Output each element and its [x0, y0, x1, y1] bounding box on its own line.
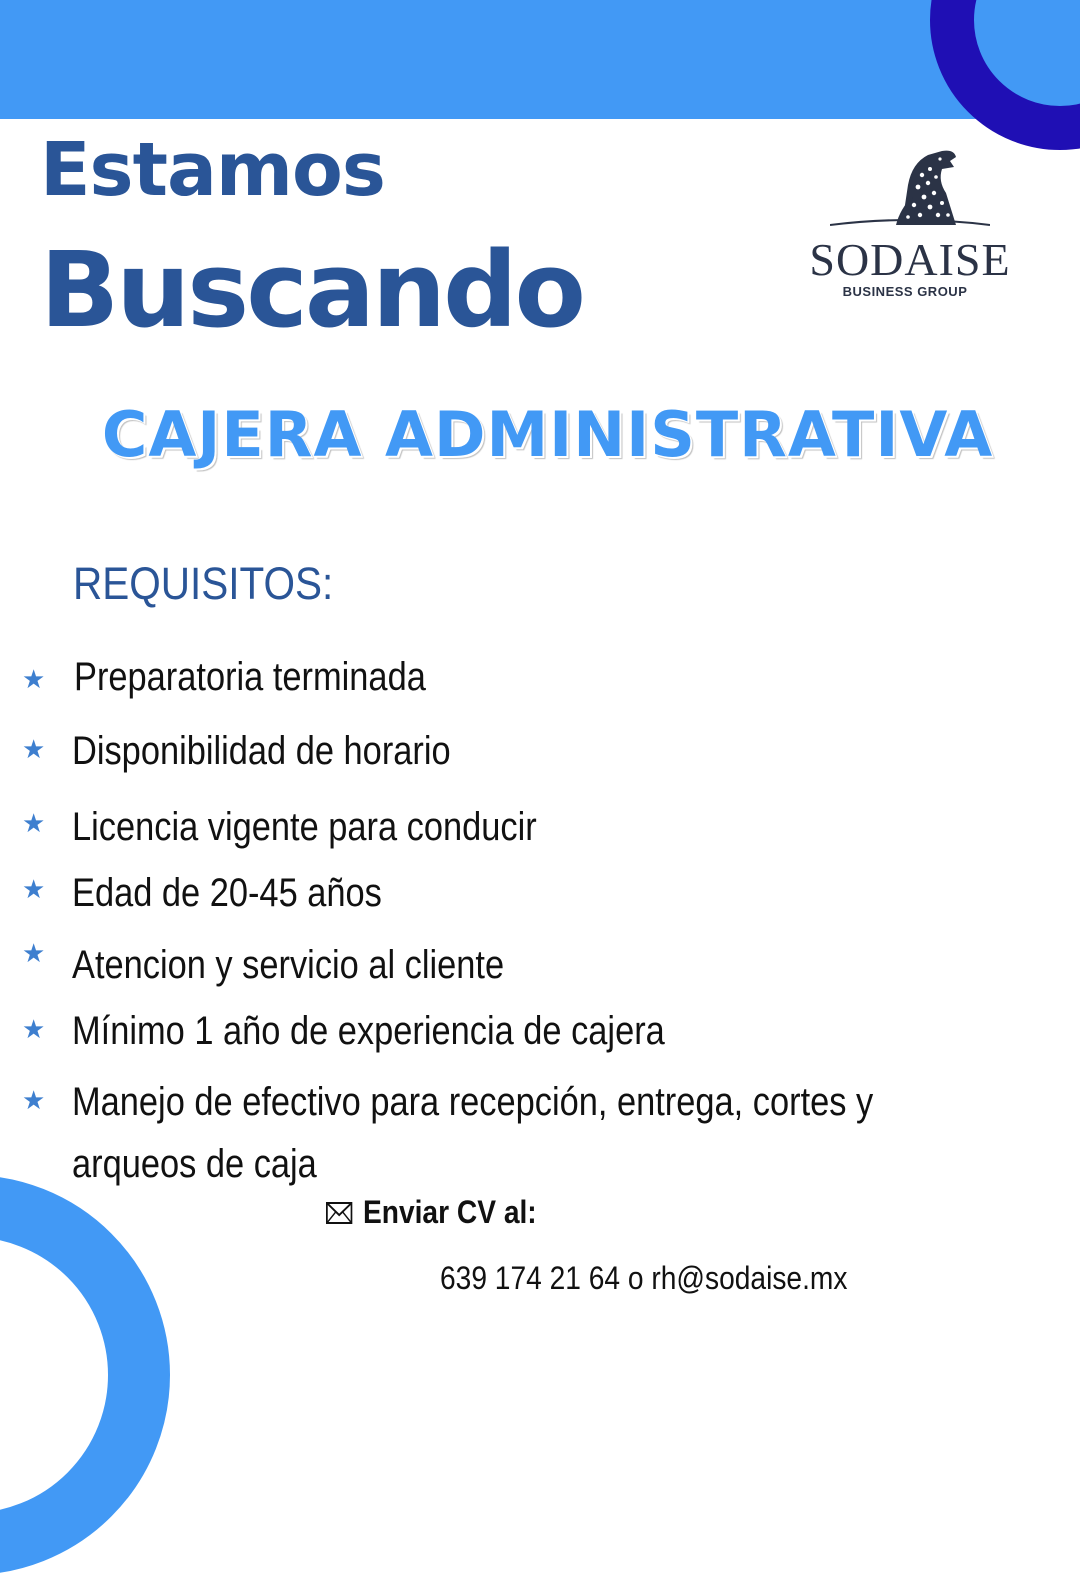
requirement-text: Disponibilidad de horario	[72, 729, 451, 773]
contact-label-text: Enviar CV al:	[362, 1194, 537, 1230]
contact-label	[326, 1190, 537, 1234]
logo-subtitle: BUSINESS GROUP	[842, 284, 968, 299]
job-title: CAJERA ADMINISTRATIVA	[101, 398, 994, 471]
logo-name: SODAISE	[809, 234, 1011, 285]
requirement-text: Licencia vigente para conducir	[72, 805, 537, 849]
star-icon: ★	[22, 665, 46, 695]
requirement-text: Manejo de efectivo para recepción, entrega, cortes y arqueos de caja	[72, 1080, 874, 1186]
star-icon: ★	[22, 1086, 46, 1116]
star-icon: ★	[22, 875, 46, 905]
requirement-text: Mínimo 1 año de experiencia de cajera	[72, 1009, 665, 1053]
company-logo	[800, 145, 1020, 305]
requirement-text: Edad de 20-45 años	[72, 871, 382, 915]
jaguar-icon	[830, 145, 990, 237]
star-icon: ★	[22, 939, 46, 969]
star-icon: ★	[22, 1015, 46, 1045]
headline-line-1: Estamos	[40, 127, 385, 213]
envelope-icon	[326, 1202, 352, 1224]
headline-line-2: Buscando	[40, 229, 583, 351]
star-icon: ★	[22, 735, 46, 765]
contact-info[interactable]: 639 174 21 64 o rh@sodaise.mx	[440, 1260, 848, 1296]
requirement-text: Atencion y servicio al cliente	[72, 943, 505, 987]
star-icon: ★	[22, 809, 46, 839]
requirement-text: Preparatoria terminada	[74, 655, 426, 699]
requirements-heading: REQUISITOS:	[73, 558, 334, 609]
corner-decoration	[930, 0, 1080, 150]
top-banner	[0, 0, 1080, 119]
bottom-decoration	[0, 1175, 170, 1575]
